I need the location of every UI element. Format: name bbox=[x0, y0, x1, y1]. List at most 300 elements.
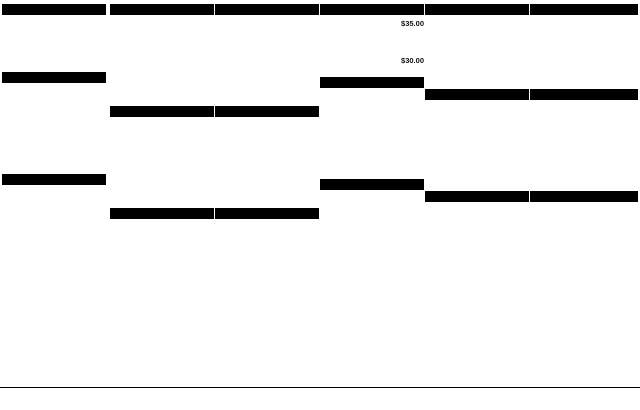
menu-item-row bbox=[320, 107, 424, 116]
menu-item bbox=[425, 221, 529, 238]
menu-item bbox=[530, 102, 638, 119]
menu-item bbox=[2, 238, 106, 255]
section-header bbox=[530, 89, 638, 100]
menu-item-description bbox=[215, 230, 319, 238]
menu-item-row bbox=[530, 68, 638, 77]
menu-item-name bbox=[215, 17, 316, 26]
menu-item-name bbox=[530, 119, 635, 128]
menu-item-name bbox=[425, 34, 526, 43]
menu-item-description bbox=[215, 94, 319, 102]
menu-item-description bbox=[2, 26, 106, 34]
menu-item bbox=[110, 17, 214, 34]
menu-item-description bbox=[110, 26, 214, 34]
menu-item-description bbox=[320, 252, 424, 260]
menu-item-row bbox=[320, 209, 424, 218]
menu-item bbox=[2, 153, 106, 170]
menu-item-row bbox=[2, 51, 106, 60]
menu-section bbox=[2, 174, 106, 255]
menu-item bbox=[110, 34, 214, 51]
menu-item-row bbox=[215, 187, 319, 196]
menu-item-row bbox=[110, 221, 214, 230]
menu-item-description bbox=[215, 43, 319, 51]
section-header bbox=[215, 4, 319, 15]
menu-item bbox=[320, 243, 424, 260]
menu-section bbox=[110, 106, 214, 204]
menu-item-name bbox=[2, 102, 103, 111]
menu-item-name bbox=[425, 51, 526, 60]
menu-item bbox=[2, 136, 106, 153]
menu-item-row bbox=[530, 255, 638, 264]
menu-item bbox=[320, 54, 424, 74]
menu-item-name bbox=[2, 17, 103, 26]
menu-item bbox=[530, 51, 638, 68]
menu-item-row bbox=[425, 68, 529, 77]
menu-item-name bbox=[215, 221, 316, 230]
menu-item-description bbox=[425, 77, 529, 85]
menu-item-description bbox=[215, 264, 319, 272]
menu-item-row bbox=[425, 255, 529, 264]
section-header bbox=[530, 4, 638, 15]
menu-item bbox=[2, 221, 106, 238]
menu-item-name bbox=[320, 192, 421, 201]
menu-item bbox=[425, 170, 529, 187]
menu-item-name bbox=[215, 170, 316, 179]
menu-item-name bbox=[425, 238, 526, 247]
menu-item-description bbox=[215, 162, 319, 170]
menu-item-description bbox=[530, 213, 638, 221]
menu-item bbox=[320, 209, 424, 226]
section-header bbox=[2, 174, 106, 185]
menu-item-row bbox=[110, 136, 214, 145]
menu-item-row bbox=[530, 119, 638, 128]
menu-item bbox=[530, 136, 638, 153]
section-header bbox=[2, 72, 106, 83]
menu-item-row bbox=[2, 119, 106, 128]
menu-item-name bbox=[530, 255, 635, 264]
menu-section bbox=[425, 4, 529, 85]
menu-item-row bbox=[215, 68, 319, 77]
menu-item-price: $35.00 bbox=[401, 19, 424, 28]
menu-item-description bbox=[530, 162, 638, 170]
menu-item-description bbox=[2, 94, 106, 102]
menu-item-row bbox=[110, 170, 214, 179]
menu-item-row bbox=[2, 136, 106, 145]
menu-item bbox=[530, 17, 638, 34]
menu-item-description bbox=[2, 196, 106, 204]
menu-item-name bbox=[2, 153, 103, 162]
menu-item-name bbox=[215, 68, 316, 77]
menu-item-row bbox=[530, 102, 638, 111]
section-header bbox=[425, 191, 529, 202]
menu-item-name bbox=[110, 85, 211, 94]
menu-item-name bbox=[110, 153, 211, 162]
section-header bbox=[425, 4, 529, 15]
menu-item bbox=[2, 187, 106, 204]
menu-item-description bbox=[530, 145, 638, 153]
section-header bbox=[320, 179, 424, 190]
menu-item-row bbox=[320, 243, 424, 252]
menu-item bbox=[2, 51, 106, 68]
menu-item bbox=[215, 170, 319, 187]
menu-item-row bbox=[2, 221, 106, 230]
menu-item-row bbox=[215, 170, 319, 179]
menu-item bbox=[320, 37, 424, 54]
menu-item-description bbox=[425, 213, 529, 221]
menu-item-name bbox=[215, 136, 316, 145]
menu-item-name bbox=[320, 141, 421, 150]
menu-item-row bbox=[320, 124, 424, 133]
section-header bbox=[2, 4, 106, 15]
menu-column bbox=[320, 4, 424, 386]
menu-item bbox=[425, 136, 529, 153]
menu-item bbox=[425, 238, 529, 255]
menu-item-row bbox=[215, 51, 319, 60]
menu-item-name bbox=[110, 51, 211, 60]
menu-item-description bbox=[110, 230, 214, 238]
menu-item-row bbox=[425, 153, 529, 162]
menu-item-row bbox=[530, 51, 638, 60]
menu-item bbox=[2, 204, 106, 221]
menu-section bbox=[320, 179, 424, 260]
menu-item-name bbox=[215, 34, 316, 43]
menu-item-description bbox=[425, 162, 529, 170]
menu-item bbox=[2, 102, 106, 119]
menu-item bbox=[2, 17, 106, 34]
menu-item-description bbox=[110, 179, 214, 187]
menu-item-description bbox=[2, 145, 106, 153]
menu-item-description bbox=[2, 213, 106, 221]
menu-column bbox=[110, 4, 214, 386]
menu-item bbox=[320, 226, 424, 243]
menu-item-description bbox=[110, 60, 214, 68]
menu-item-description bbox=[320, 133, 424, 141]
menu-item bbox=[110, 153, 214, 170]
menu-item-row bbox=[2, 34, 106, 43]
section-header bbox=[320, 4, 424, 15]
menu-item bbox=[215, 255, 319, 272]
menu-item-description bbox=[215, 128, 319, 136]
menu-item bbox=[215, 68, 319, 85]
menu-item bbox=[320, 17, 424, 37]
menu-item-name bbox=[530, 68, 635, 77]
menu-item bbox=[110, 136, 214, 153]
menu-item-description bbox=[425, 179, 529, 187]
menu-item-description bbox=[215, 196, 319, 204]
section-header bbox=[110, 4, 214, 15]
menu-section bbox=[425, 191, 529, 272]
menu-item-name bbox=[425, 102, 526, 111]
menu-section bbox=[530, 191, 638, 272]
menu-item-row bbox=[110, 51, 214, 60]
menu-item-name bbox=[110, 119, 211, 128]
menu-item-name bbox=[425, 204, 526, 213]
menu-item-row bbox=[530, 17, 638, 26]
menu-item-row bbox=[425, 17, 529, 26]
menu-item-description bbox=[2, 247, 106, 255]
menu-item-row bbox=[110, 85, 214, 94]
menu-item-name bbox=[320, 17, 398, 26]
menu-item-row bbox=[215, 153, 319, 162]
menu-item-name bbox=[2, 51, 103, 60]
menu-item-row bbox=[2, 238, 106, 247]
menu-section bbox=[2, 4, 106, 68]
menu-item-name bbox=[320, 107, 421, 116]
menu-item bbox=[215, 17, 319, 34]
menu-item-row bbox=[530, 34, 638, 43]
menu-item-name bbox=[215, 255, 316, 264]
menu-item-row bbox=[530, 136, 638, 145]
menu-item-name bbox=[530, 102, 635, 111]
menu-item bbox=[425, 255, 529, 272]
section-header bbox=[110, 208, 214, 219]
menu-item-name bbox=[425, 153, 526, 162]
section-header bbox=[530, 191, 638, 202]
menu-item-row bbox=[320, 17, 424, 29]
menu-item-description bbox=[425, 230, 529, 238]
menu-item-name bbox=[2, 221, 103, 230]
menu-item-name bbox=[320, 54, 398, 63]
menu-item bbox=[215, 238, 319, 255]
menu-item-row bbox=[425, 136, 529, 145]
menu-item-row bbox=[425, 51, 529, 60]
menu-item-name bbox=[110, 17, 211, 26]
menu-item-row bbox=[110, 187, 214, 196]
menu-item-description bbox=[215, 179, 319, 187]
menu-item-description bbox=[530, 26, 638, 34]
menu-item-description bbox=[2, 128, 106, 136]
section-header bbox=[425, 89, 529, 100]
menu-item-description bbox=[110, 145, 214, 153]
menu-item-name bbox=[320, 226, 421, 235]
menu-item-row bbox=[215, 34, 319, 43]
menu-item-name bbox=[320, 158, 421, 167]
section-header bbox=[110, 106, 214, 117]
menu-item-row bbox=[2, 85, 106, 94]
menu-item-description bbox=[530, 77, 638, 85]
menu-item-name bbox=[320, 209, 421, 218]
menu-item-name bbox=[425, 17, 526, 26]
menu-item-name bbox=[215, 85, 316, 94]
menu-item-row bbox=[2, 102, 106, 111]
menu-item bbox=[110, 85, 214, 102]
menu-item-row bbox=[530, 221, 638, 230]
menu-item bbox=[320, 141, 424, 158]
menu-item-row bbox=[320, 90, 424, 99]
menu-section bbox=[320, 77, 424, 175]
menu-item-name bbox=[2, 204, 103, 213]
menu-item bbox=[530, 221, 638, 238]
menu-item-description bbox=[320, 150, 424, 158]
menu-item-row bbox=[425, 119, 529, 128]
menu-item-name bbox=[530, 34, 635, 43]
menu-item-row bbox=[425, 102, 529, 111]
menu-item-description bbox=[110, 162, 214, 170]
menu-item-row bbox=[215, 255, 319, 264]
menu-item-row bbox=[320, 158, 424, 167]
menu-item-description bbox=[425, 145, 529, 153]
menu-item-name bbox=[110, 221, 211, 230]
menu-item-description bbox=[320, 65, 424, 73]
menu-item bbox=[425, 119, 529, 136]
menu-item-name bbox=[215, 51, 316, 60]
menu-item bbox=[215, 34, 319, 51]
menu-item bbox=[215, 187, 319, 204]
menu-item bbox=[215, 136, 319, 153]
menu-item-description bbox=[2, 43, 106, 51]
menu-item-description bbox=[2, 230, 106, 238]
menu-item-name bbox=[110, 255, 211, 264]
menu-item bbox=[2, 34, 106, 51]
menu-item-row bbox=[320, 37, 424, 46]
menu-item-description bbox=[425, 43, 529, 51]
menu-item-name bbox=[110, 238, 211, 247]
menu-item bbox=[425, 153, 529, 170]
menu-item bbox=[110, 255, 214, 272]
menu-column bbox=[530, 4, 638, 386]
menu-item-row bbox=[110, 255, 214, 264]
menu-item-description bbox=[215, 145, 319, 153]
menu-item-description bbox=[530, 111, 638, 119]
menu-item-name bbox=[530, 136, 635, 145]
menu-item-description bbox=[110, 196, 214, 204]
menu-item bbox=[530, 170, 638, 187]
menu-item-description bbox=[320, 116, 424, 124]
menu-item-description bbox=[215, 247, 319, 255]
menu-item-description bbox=[530, 128, 638, 136]
menu-item-row bbox=[320, 141, 424, 150]
menu-item bbox=[320, 158, 424, 175]
menu-item bbox=[320, 124, 424, 141]
menu-item bbox=[110, 68, 214, 85]
menu-item-description bbox=[320, 235, 424, 243]
menu-item-row bbox=[215, 85, 319, 94]
menu-item bbox=[110, 187, 214, 204]
menu-item-row bbox=[425, 221, 529, 230]
menu-item-description bbox=[215, 77, 319, 85]
section-header bbox=[215, 208, 319, 219]
menu-item bbox=[215, 119, 319, 136]
menu-item bbox=[530, 34, 638, 51]
section-header bbox=[215, 106, 319, 117]
menu-item bbox=[530, 255, 638, 272]
menu-item bbox=[215, 221, 319, 238]
menu-item-name bbox=[110, 68, 211, 77]
menu-item-row bbox=[320, 54, 424, 66]
menu-column bbox=[425, 4, 529, 386]
menu-item-name bbox=[110, 187, 211, 196]
menu-item bbox=[320, 90, 424, 107]
menu-item-row bbox=[530, 204, 638, 213]
menu-item-name bbox=[2, 187, 103, 196]
menu-item-row bbox=[215, 238, 319, 247]
menu-item-row bbox=[110, 34, 214, 43]
menu-item-row bbox=[320, 226, 424, 235]
menu-item bbox=[215, 51, 319, 68]
menu-item-description bbox=[425, 26, 529, 34]
menu-item-description bbox=[530, 43, 638, 51]
menu-item-row bbox=[320, 192, 424, 201]
menu-item-row bbox=[215, 119, 319, 128]
menu-item-name bbox=[425, 68, 526, 77]
menu-item-name bbox=[320, 90, 421, 99]
menu-item bbox=[530, 153, 638, 170]
menu-item-description bbox=[110, 128, 214, 136]
menu-item-description bbox=[110, 43, 214, 51]
menu-item bbox=[530, 119, 638, 136]
menu-item-name bbox=[530, 170, 635, 179]
menu-item-row bbox=[110, 17, 214, 26]
menu-item bbox=[530, 238, 638, 255]
menu-item bbox=[215, 85, 319, 102]
menu-item-row bbox=[110, 119, 214, 128]
menu-item-name bbox=[215, 187, 316, 196]
menu-item-row bbox=[2, 187, 106, 196]
menu-item-name bbox=[215, 238, 316, 247]
menu-item-description bbox=[530, 60, 638, 68]
menu-item-name bbox=[2, 85, 103, 94]
menu-item bbox=[425, 102, 529, 119]
menu-item-name bbox=[110, 34, 211, 43]
menu-section bbox=[530, 4, 638, 85]
menu-item-description bbox=[530, 264, 638, 272]
menu-item-name bbox=[530, 153, 635, 162]
menu-item-description bbox=[110, 247, 214, 255]
menu-item bbox=[2, 85, 106, 102]
menu-item-name bbox=[530, 51, 635, 60]
menu-item-description bbox=[320, 29, 424, 37]
menu-item-description bbox=[110, 264, 214, 272]
menu-item-row bbox=[2, 204, 106, 213]
menu-item-row bbox=[215, 221, 319, 230]
menu-item bbox=[2, 119, 106, 136]
menu-item bbox=[530, 68, 638, 85]
menu-item-description bbox=[530, 179, 638, 187]
footer-disclaimer-line-2 bbox=[4, 398, 636, 408]
menu-item-name bbox=[425, 255, 526, 264]
menu-item-name bbox=[215, 153, 316, 162]
menu-item bbox=[110, 238, 214, 255]
menu-item-description bbox=[425, 60, 529, 68]
menu-item-description bbox=[110, 77, 214, 85]
menu-item-name bbox=[320, 124, 421, 133]
menu-item-description bbox=[2, 111, 106, 119]
menu-item-name bbox=[530, 204, 635, 213]
menu-item-row bbox=[530, 170, 638, 179]
menu-item-name bbox=[320, 243, 421, 252]
menu-item-name bbox=[2, 238, 103, 247]
menu-item-name bbox=[110, 170, 211, 179]
menu-item-description bbox=[2, 60, 106, 68]
menu-item-description bbox=[110, 94, 214, 102]
menu-item bbox=[110, 119, 214, 136]
menu-item-name bbox=[530, 17, 635, 26]
menu-item-row bbox=[110, 68, 214, 77]
menu-item bbox=[110, 51, 214, 68]
menu-item bbox=[425, 34, 529, 51]
menu-section bbox=[320, 4, 424, 73]
menu-section bbox=[215, 4, 319, 102]
menu-section bbox=[530, 89, 638, 187]
menu-item-description bbox=[320, 201, 424, 209]
menu-item-row bbox=[110, 238, 214, 247]
menu-item-description bbox=[320, 167, 424, 175]
menu-item bbox=[215, 153, 319, 170]
section-header bbox=[320, 77, 424, 88]
menu-item-name bbox=[320, 37, 421, 46]
menu-item-row bbox=[425, 238, 529, 247]
menu-item-description bbox=[530, 230, 638, 238]
menu-column bbox=[2, 4, 106, 386]
